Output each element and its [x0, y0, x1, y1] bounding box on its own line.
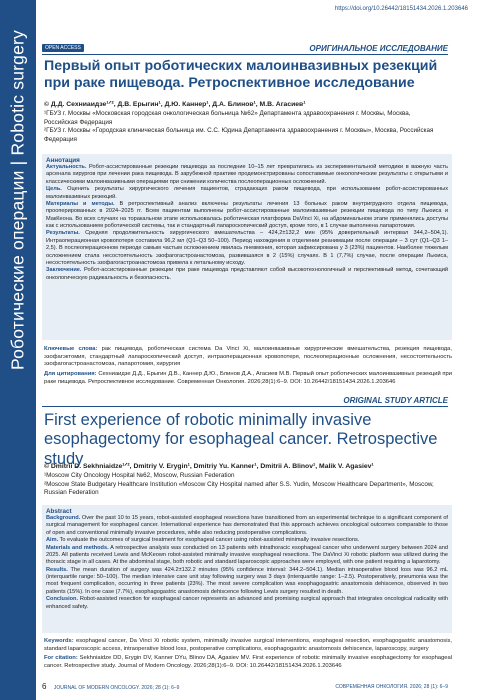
affiliation-2: ²Moscow State Budgetary Healthcare Institution «Moscow City Hospital named after S.S. Yudin, Moscow Healthcare Department», Moscow, Russian Federation — [44, 480, 434, 496]
abstract-section: Results. The mean duration of surgery was 424.2±132.2 minutes (95% confidence interval: 344.2–504.1). Median intraoperative blood loss was 96.2 mL (interquartile range: 50–100). The median intensive care unit stay following surgery was 3 days (interquartile range: 1–2.5). Postoperatively, pneumonia was the most frequent complication, occurring in three patients (23%). The most severe complication was esophagogastric anastomosis dehiscence, observed in two patients (15%). In one case (7.7%), esophagogastric anastomosis dehiscence following Lewis surgery resulted in death. — [46, 566, 448, 595]
abstract-section: Background. Over the past 10 to 15 years, robot-assisted esophageal resections have transitioned from an experimental technique to a significant component of surgical management for esophageal cancer. International experience has demonstrated that this approach achieves oncological outcomes comparable to those of open and conventional minimally invasive procedures, while also reducing postoperative complications. — [46, 515, 448, 536]
affiliation-2: ²ГБУЗ г. Москвы «Городская клиническая больница им. С.С. Юдина Департамента здравоохранения г. Москвы», Москва, Российская Федерация — [44, 127, 434, 143]
abstract-body-ru — [42, 164, 452, 285]
page-title-en: First experience of robotic minimally invasive esophagectomy for esophageal cancer. Retrospective study — [44, 411, 438, 468]
abstract-section: Цель. Оценить результаты хирургического лечения пациентов, страдающих раком пищевода, при использовании робот-ассистированных малоинвазивных резекций. — [46, 186, 448, 200]
authors-en: © Dmitrii D. Sekhniaidze¹ᐟ², Dmitriy V. Erygin¹, Dmitriy Yu. Kanner¹, Dmitrii A. Blinov¹, Malik V. Agasiev¹ — [44, 463, 374, 470]
affiliations-en — [44, 472, 444, 498]
abstract-section: Актуальность. Робот-ассистированные резекции пищевода за последние 10–15 лет превратились из экспериментальной методики в важную часть арсенала хирургов при лечении рака пищевода. В зарубежной практике продемонстрированы сопоставимые онкологические результаты с открытыми и классическими малоинвазивными операциями при снижении количества послеоперационных осложнений. — [46, 164, 448, 185]
keywords-ru: Ключевые слова: рак пищевода, роботическая система Da Vinci Xi, малоинвазивные хирургические вмешательства, резекция пищевода, эзофагэктомия, стандартный лапароскопический доступ, интраоперационная кровопотеря, послеоперационные осложнения, несостоятельность эзофагогастроанастомоза, лапаротомия, хирургия — [44, 346, 453, 368]
abstract-box-ru — [42, 154, 452, 340]
authors-ru: © Д.Д. Сехниаидзе¹ᐟ², Д.В. Ерыгин¹, Д.Ю. Каннер¹, Д.А. Блинов¹, М.В. Агасиев¹ — [44, 101, 306, 108]
divider — [42, 406, 448, 407]
citation-en: For citation: Sekhniaidze DD, Erygin DV, Kanner DYu, Blinov DA, Agasiev MV. First experience of robotic minimally invasive esophagectomy for esophageal cancer. Retrospective study. Journal of Modern Oncology. 2026;28(1):6–9. DOI: 10.26442/18151434.2026.1.203646 — [44, 655, 452, 670]
footer-journal-en: JOURNAL OF MODERN ONCOLOGY. 2026; 28 (1): 6–9 — [53, 685, 180, 691]
doi-link[interactable]: https://doi.org/10.26442/18151434.2026.1.203646 — [334, 6, 468, 12]
abstract-section: Aim. To evaluate the outcomes of surgical treatment for esophageal cancer using robot-assisted minimally invasive resections. — [46, 537, 360, 544]
sidebar-section-title: Роботические операции | Robotic surgery — [7, 29, 28, 371]
abstract-box-en — [42, 505, 452, 633]
footer-journal-ru: СОВРЕМЕННАЯ ОНКОЛОГИЯ. 2026; 28 (1): 6–9 — [335, 684, 448, 690]
page-number: 6 — [42, 682, 47, 691]
abstract-section: Materials and methods. A retrospective analysis was conducted on 13 patients with intrathoracic esophageal cancer who underwent surgery between 2024 and 2025. All patients received Lewis and McKeown robot-assisted minimally invasive esophageal resections. The DaVinci Xi robotic platform was utilized during the thoracic stage in all cases. At the abdominal stage, both robotic and standard laparoscopic approaches were employed, with one patient requiring a laparotomy. — [46, 544, 448, 566]
citation-ru: Для цитирования: Сехниаидзе Д.Д., Ерыгин Д.В., Каннер Д.Ю., Блинов Д.А., Агасиев М.В. Первый опыт роботических малоинвазивных резекций при раке пищевода. Ретроспективное исследование. Современная Онкология. 2026;28(1):6–9. DOI: 10.26442/18151434.2026.1.203646 — [44, 371, 452, 385]
divider — [42, 54, 448, 55]
sidebar-band — [0, 0, 36, 700]
abstract-section: Conclusion. Robot-assisted resection for esophageal cancer represents an advanced and promising surgical approach that integrates oncological radicality with enhanced safety. — [46, 596, 448, 610]
abstract-section: Материалы и методы. В ретроспективный анализ включены результаты лечения 13 больных раком внутригрудного отдела пищевода, прооперированных в 2024–2025 гг. Всем пациентам выполнены робот-ассистированные малоинвазивные резекции пищевода по типу Льюиса и МакКеона. Во всех случаях на торакальном этапе использовалась роботическая платформа DaVinci Xi, на абдоминальном этапе применялись доступы как с использованием роботической системы, так и стандартный лапароскопический доступ, кроме того, в 1 случае выполнена лапаротомия. — [46, 200, 448, 229]
abstract-body-en — [42, 515, 452, 614]
page-footer — [42, 682, 448, 691]
affiliation-1: ¹Moscow City Oncology Hospital №62, Moscow, Russian Federation — [44, 472, 235, 479]
abstract-section: Результаты. Средняя продолжительность хирургического вмешательства – 424,2±132,2 мин (95% доверительный интервал 344,2–504,1). Интраоперационная кровопотеря составила 96,2 мл (Q1–Q3 50–100). Период нахождения в отделении реанимации после операции – 3 сут (Q1–Q3 1–2,5). В послеоперационном периоде самым частым осложнением явилась пневмония, которая зафиксирована у 3 (23%) пациентов. Наиболее тяжелым осложнением стала несостоятельность эзофагогастроанастомоза, развившаяся в 2 (15%) случаях. В 1 (7,7%) случае, после операции Льюиса, несостоятельность эзофагогастроанастомоза привела к летальному исходу. — [46, 230, 448, 266]
keywords-citation-ru — [44, 346, 452, 389]
section-label-en: ORIGINAL STUDY ARTICLE — [343, 396, 448, 405]
abstract-heading-ru: Аннотация — [46, 157, 80, 164]
section-label-ru: ОРИГИНАЛЬНОЕ ИССЛЕДОВАНИЕ — [309, 44, 448, 53]
affiliations-ru — [44, 110, 444, 144]
keywords-citation-en — [44, 638, 452, 673]
affiliation-1: ¹ГБУЗ г. Москвы «Московская городская онкологическая больница №62» Департамента здравоохранения г. Москвы, Москва, Российская Федерация — [44, 110, 411, 126]
open-access-badge: OPEN ACCESS — [42, 44, 84, 52]
keywords-en: Keywords: esophageal cancer, Da Vinci Xi robotic system, minimally invasive surgical interventions, esophageal resection, esophagogastric anastomosis, standard laparoscopic access, intraoperative blood loss, postoperative complications, esophagogastric anastomosis dehiscence, laparoscopy, surgery — [44, 638, 452, 652]
page-title-ru: Первый опыт роботических малоинвазивных резекций при раке пищевода. Ретроспективное исследование — [44, 58, 438, 91]
abstract-heading-en: Abstract — [46, 508, 72, 515]
abstract-section: Заключение. Робот-ассистированные резекции при раке пищевода представляют собой высокотехнологичный и перспективный метод, сочетающий онкологическую радикальность и безопасность. — [46, 267, 448, 281]
